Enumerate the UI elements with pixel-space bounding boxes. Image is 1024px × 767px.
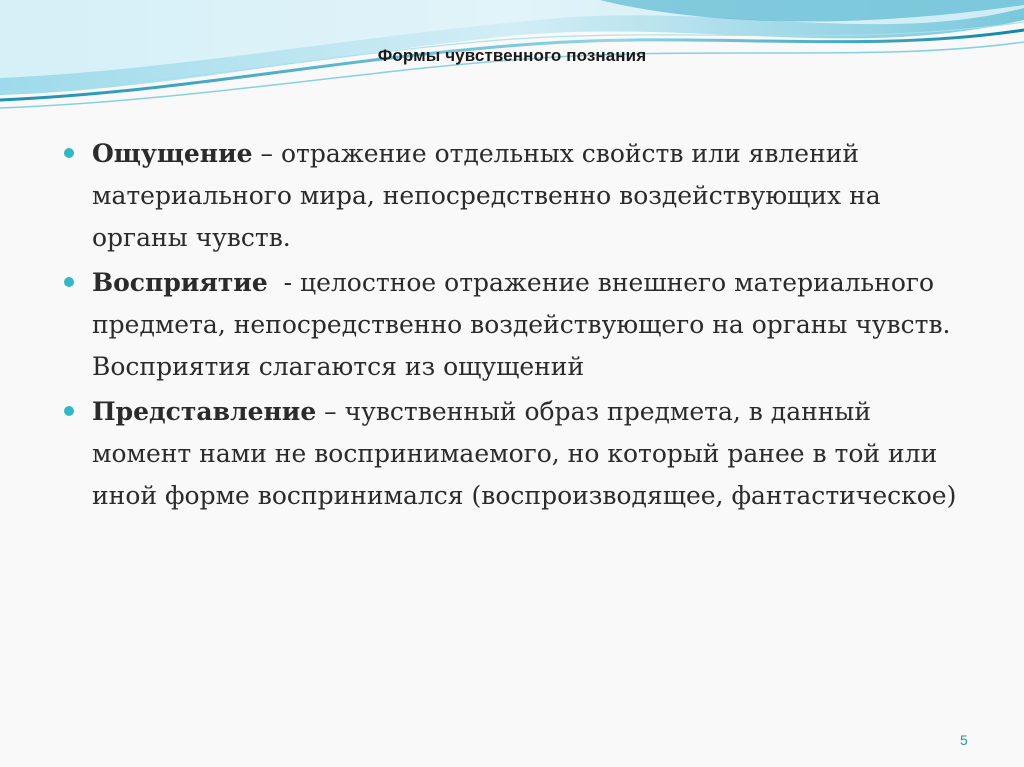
term-label: Ощущение — [92, 139, 253, 168]
list-item — [60, 133, 960, 259]
bullet-dot-icon — [64, 406, 74, 416]
bullet-list — [60, 133, 960, 520]
bullet-dot-icon — [64, 277, 74, 287]
term-label: Представление — [92, 397, 317, 426]
term-label: Восприятие — [92, 268, 268, 297]
slide-title: Формы чувственного познания — [377, 46, 647, 65]
bullet-dot-icon — [64, 148, 74, 158]
page-number: 5 — [960, 732, 968, 748]
list-item — [60, 262, 960, 388]
definition-text: – отражение отдельных свойств или явлений материального мира, непосредственно воздействующих на органы чувств. — [92, 139, 881, 252]
definition-text: – чувственный образ предмета, в данный момент нами не воспринимаемого, но который ранее в той или иной форме воспринимался (воспроизводящее, фантастическое) — [92, 397, 957, 510]
list-item — [60, 391, 960, 517]
definition-text: - целостное отражение внешнего материального предмета, непосредственно воздействующего на органы чувств. Восприятия слагаются из ощущений — [92, 268, 959, 381]
